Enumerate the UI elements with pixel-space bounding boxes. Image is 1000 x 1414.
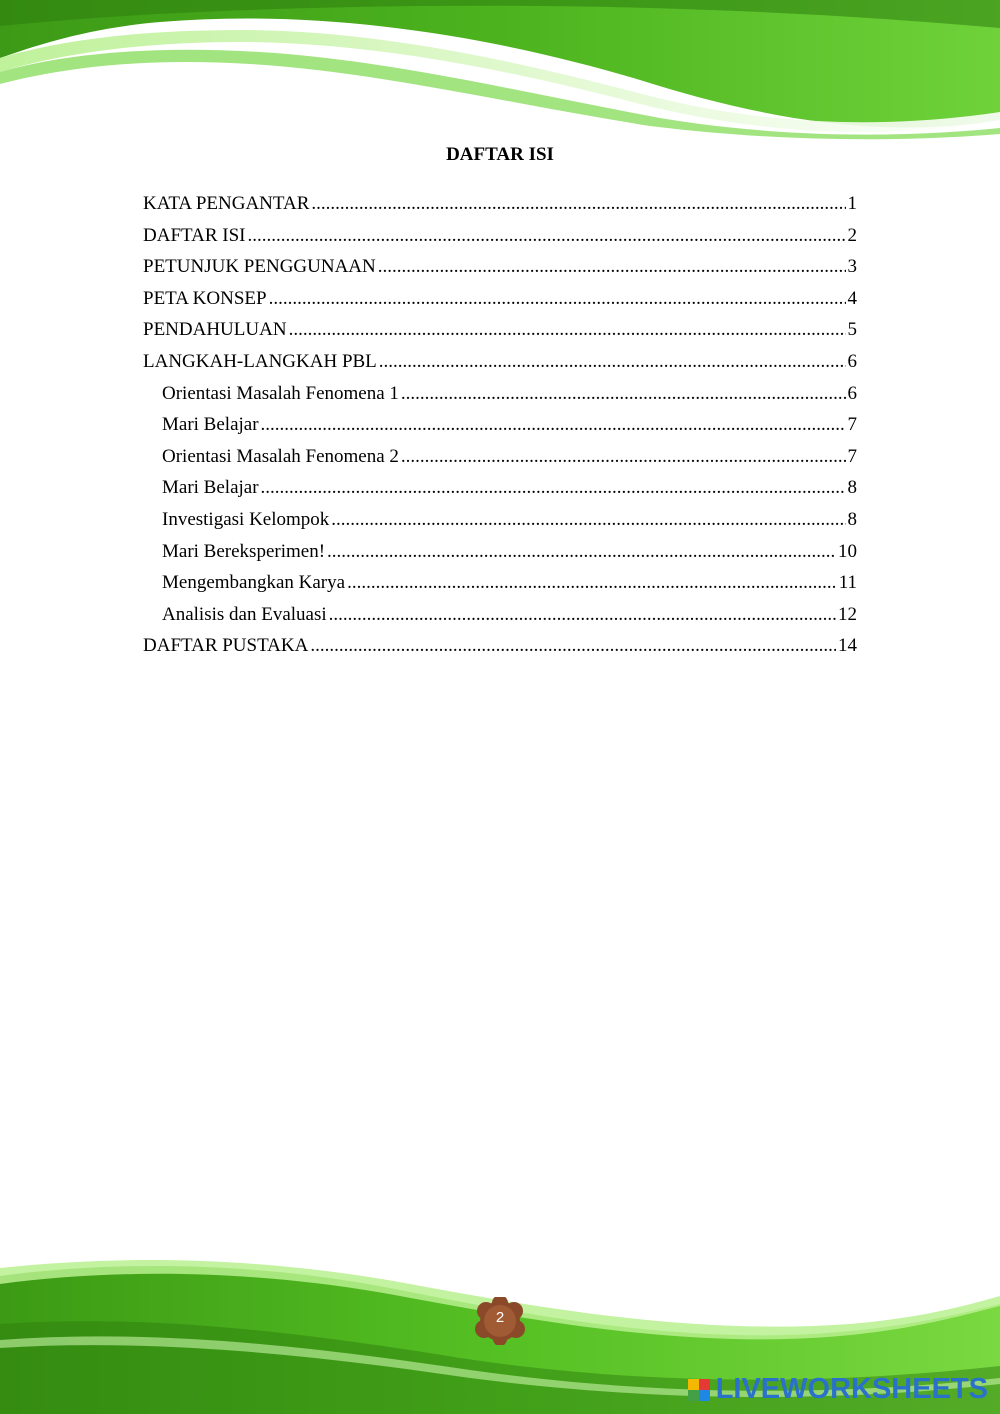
toc-entry-page: 8 <box>847 508 857 530</box>
toc-entry-page: 4 <box>847 287 857 309</box>
toc-entry-label: Mari Bereksperimen! <box>162 540 326 562</box>
liveworksheets-mark-icon <box>688 1379 710 1401</box>
toc-leader-dots <box>329 599 836 631</box>
toc-entry[interactable] <box>143 630 857 662</box>
toc-entry-label: Mari Belajar <box>162 414 259 436</box>
toc-entry-label: Mengembangkan Karya <box>162 572 346 594</box>
toc-entry[interactable] <box>143 251 857 283</box>
toc-entry-page: 6 <box>847 350 857 372</box>
toc-leader-dots <box>310 630 836 662</box>
table-of-contents <box>143 188 857 662</box>
toc-entry-page: 1 <box>847 193 857 214</box>
toc-entry-label: LANGKAH-LANGKAH PBL <box>143 350 377 372</box>
toc-leader-dots <box>327 536 836 568</box>
toc-entry[interactable] <box>143 220 857 252</box>
toc-entry[interactable] <box>143 567 857 599</box>
toc-entry[interactable] <box>143 378 857 410</box>
toc-leader-dots <box>331 504 845 536</box>
toc-entry[interactable] <box>143 409 857 441</box>
toc-entry[interactable] <box>143 504 857 536</box>
top-wave-decoration <box>0 0 1000 140</box>
toc-entry-page: 14 <box>838 635 857 657</box>
page-number: 2 <box>495 1309 505 1326</box>
toc-entry-label: KATA PENGANTAR <box>143 193 310 214</box>
toc-leader-dots <box>311 188 845 220</box>
toc-entry[interactable] <box>143 441 857 473</box>
toc-leader-dots <box>261 472 846 504</box>
toc-entry-label: Orientasi Masalah Fenomena 1 <box>162 382 399 404</box>
toc-leader-dots <box>379 346 846 378</box>
toc-entry-page: 7 <box>847 445 857 467</box>
toc-leader-dots <box>261 409 846 441</box>
page-title: DAFTAR ISI <box>446 144 554 165</box>
toc-entry[interactable] <box>143 536 857 568</box>
toc-entry[interactable] <box>143 314 857 346</box>
toc-entry-page: 8 <box>847 477 857 499</box>
toc-entry-label: PENDAHULUAN <box>143 319 287 341</box>
toc-leader-dots <box>347 567 837 599</box>
toc-entry-label: Investigasi Kelompok <box>162 508 330 530</box>
toc-entry-page: 10 <box>838 540 857 562</box>
toc-entry-label: PETA KONSEP <box>143 287 267 309</box>
toc-entry-page: 2 <box>847 224 857 246</box>
toc-leader-dots <box>247 220 845 252</box>
toc-entry-label: Analisis dan Evaluasi <box>162 603 327 625</box>
toc-entry-label: DAFTAR ISI <box>143 224 246 246</box>
toc-entry-page: 3 <box>847 256 857 278</box>
liveworksheets-wordmark: LIVEWORKSHEETS <box>715 1373 988 1405</box>
toc-leader-dots <box>289 314 846 346</box>
toc-entry-page: 5 <box>847 319 857 341</box>
toc-entry[interactable] <box>143 188 857 220</box>
toc-entry[interactable] <box>143 283 857 315</box>
toc-entry-label: Mari Belajar <box>162 477 259 499</box>
toc-entry-page: 12 <box>838 603 857 625</box>
toc-entry[interactable] <box>143 346 857 378</box>
toc-entry[interactable] <box>143 599 857 631</box>
toc-entry-page: 11 <box>838 572 857 594</box>
toc-entry-label: Orientasi Masalah Fenomena 2 <box>162 445 399 467</box>
toc-entry-label: PETUNJUK PENGGUNAAN <box>143 256 376 278</box>
toc-leader-dots <box>401 441 846 473</box>
toc-leader-dots <box>378 251 846 283</box>
liveworksheets-logo <box>688 1373 988 1406</box>
toc-entry-label: DAFTAR PUSTAKA <box>143 635 309 657</box>
toc-entry-page: 7 <box>847 414 857 436</box>
toc-entry[interactable] <box>143 472 857 504</box>
toc-entry-page: 6 <box>847 382 857 404</box>
toc-leader-dots <box>401 378 846 410</box>
toc-leader-dots <box>269 283 846 315</box>
